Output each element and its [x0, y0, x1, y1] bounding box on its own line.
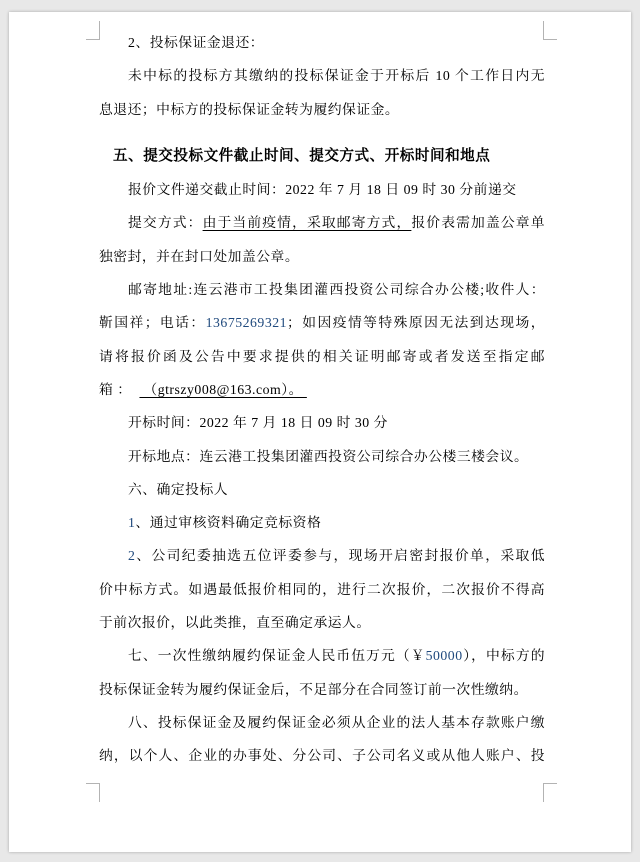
text-segment: 邮寄地址:连云港市工投集团灌西投资公司综合办公楼;收件人： — [128, 282, 545, 298]
text-line — [99, 440, 545, 473]
text-line — [99, 173, 545, 206]
text-line — [99, 406, 545, 439]
text-segment: 八、投标保证金及履约保证金必须从企业的法人基本存款账户缴 — [128, 714, 545, 730]
text-line — [99, 206, 545, 239]
number-text: 2 — [128, 548, 136, 564]
number-text: 1 — [128, 515, 136, 531]
text-segment: 六、确定投标人 — [128, 481, 229, 497]
text-segment: 、通过审核资料确定竞标资格 — [135, 515, 322, 531]
text-line — [99, 26, 545, 59]
text-segment: 息退还；中标方的投标保证金转为履约保证金。 — [99, 101, 400, 117]
section-heading — [99, 140, 545, 173]
text-segment: 报价表需加盖公章单 — [411, 215, 545, 231]
text-segment: 未中标的投标方其缴纳的投标保证金于开标后 10 个工作日内无 — [128, 68, 545, 84]
crop-mark-bottom-left — [86, 783, 100, 802]
text-segment: 纳，以个人、企业的办事处、分公司、子公司名义或从他人账户、投 — [99, 748, 545, 764]
text-segment: 独密封，并在封口处加盖公章。 — [99, 248, 300, 264]
text-segment: 开标地点：连云港工投集团灌西投资公司综合办公楼三楼会议。 — [128, 448, 529, 464]
text-line — [99, 706, 545, 739]
text-line — [99, 373, 545, 406]
text-segment: 请将报价函及公告中要求提供的相关证明邮寄或者发送至指定邮 — [99, 348, 545, 364]
text-line — [99, 59, 545, 92]
text-segment: 七、一次性缴纳履约保证金人民币伍万元（￥ — [128, 648, 426, 664]
crop-mark-top-right — [543, 21, 557, 40]
text-line — [99, 306, 545, 339]
text-line — [99, 739, 545, 772]
text-line — [99, 573, 545, 606]
text-segment: ），中标方的 — [462, 648, 545, 664]
text-segment: 投标保证金转为履约保证金后，不足部分在合同签订前一次性缴纳。 — [99, 681, 528, 697]
text-segment: 开标时间：2022 年 7 月 18 日 09 时 30 分 — [128, 415, 388, 431]
document-page[interactable] — [9, 12, 631, 852]
text-line — [99, 673, 545, 706]
text-line — [99, 606, 545, 639]
text-segment: ；如因疫情等特殊原因无法到达现场， — [287, 315, 545, 331]
underlined-text: （gtrszy008@163.com）。 — [139, 381, 307, 397]
underlined-text: 由于当前疫情，采取邮寄方式， — [202, 215, 412, 231]
text-line — [99, 639, 545, 672]
document-body[interactable] — [99, 26, 545, 773]
crop-mark-top-left — [86, 21, 100, 40]
text-segment: 价中标方式。如遇最低报价相同的，进行二次报价，二次报价不得高 — [99, 581, 545, 597]
number-text: 50000 — [425, 648, 463, 664]
text-line — [99, 340, 545, 373]
text-segment: 于前次报价，以此类推，直至确定承运人。 — [99, 615, 371, 631]
text-segment: 五、提交投标文件截止时间、提交方式、开标时间和地点 — [113, 147, 491, 164]
text-segment: 报价文件递交截止时间：2022 年 7 月 18 日 09 时 30 分前递交 — [128, 182, 517, 198]
text-segment: 2、投标保证金退还： — [128, 35, 265, 50]
text-segment: 提交方式： — [128, 215, 203, 231]
text-line — [99, 506, 545, 539]
text-line — [99, 539, 545, 572]
text-line — [99, 473, 545, 506]
number-text: 13675269321 — [205, 315, 288, 331]
text-line — [99, 93, 545, 126]
text-line — [99, 273, 545, 306]
text-segment: 箱 ： — [99, 381, 140, 397]
text-line — [99, 240, 545, 273]
text-segment: 、公司纪委抽选五位评委参与，现场开启密封报价单，采取低 — [135, 548, 545, 564]
text-segment: 靳国祥；电话： — [99, 315, 206, 331]
crop-mark-bottom-right — [543, 783, 557, 802]
